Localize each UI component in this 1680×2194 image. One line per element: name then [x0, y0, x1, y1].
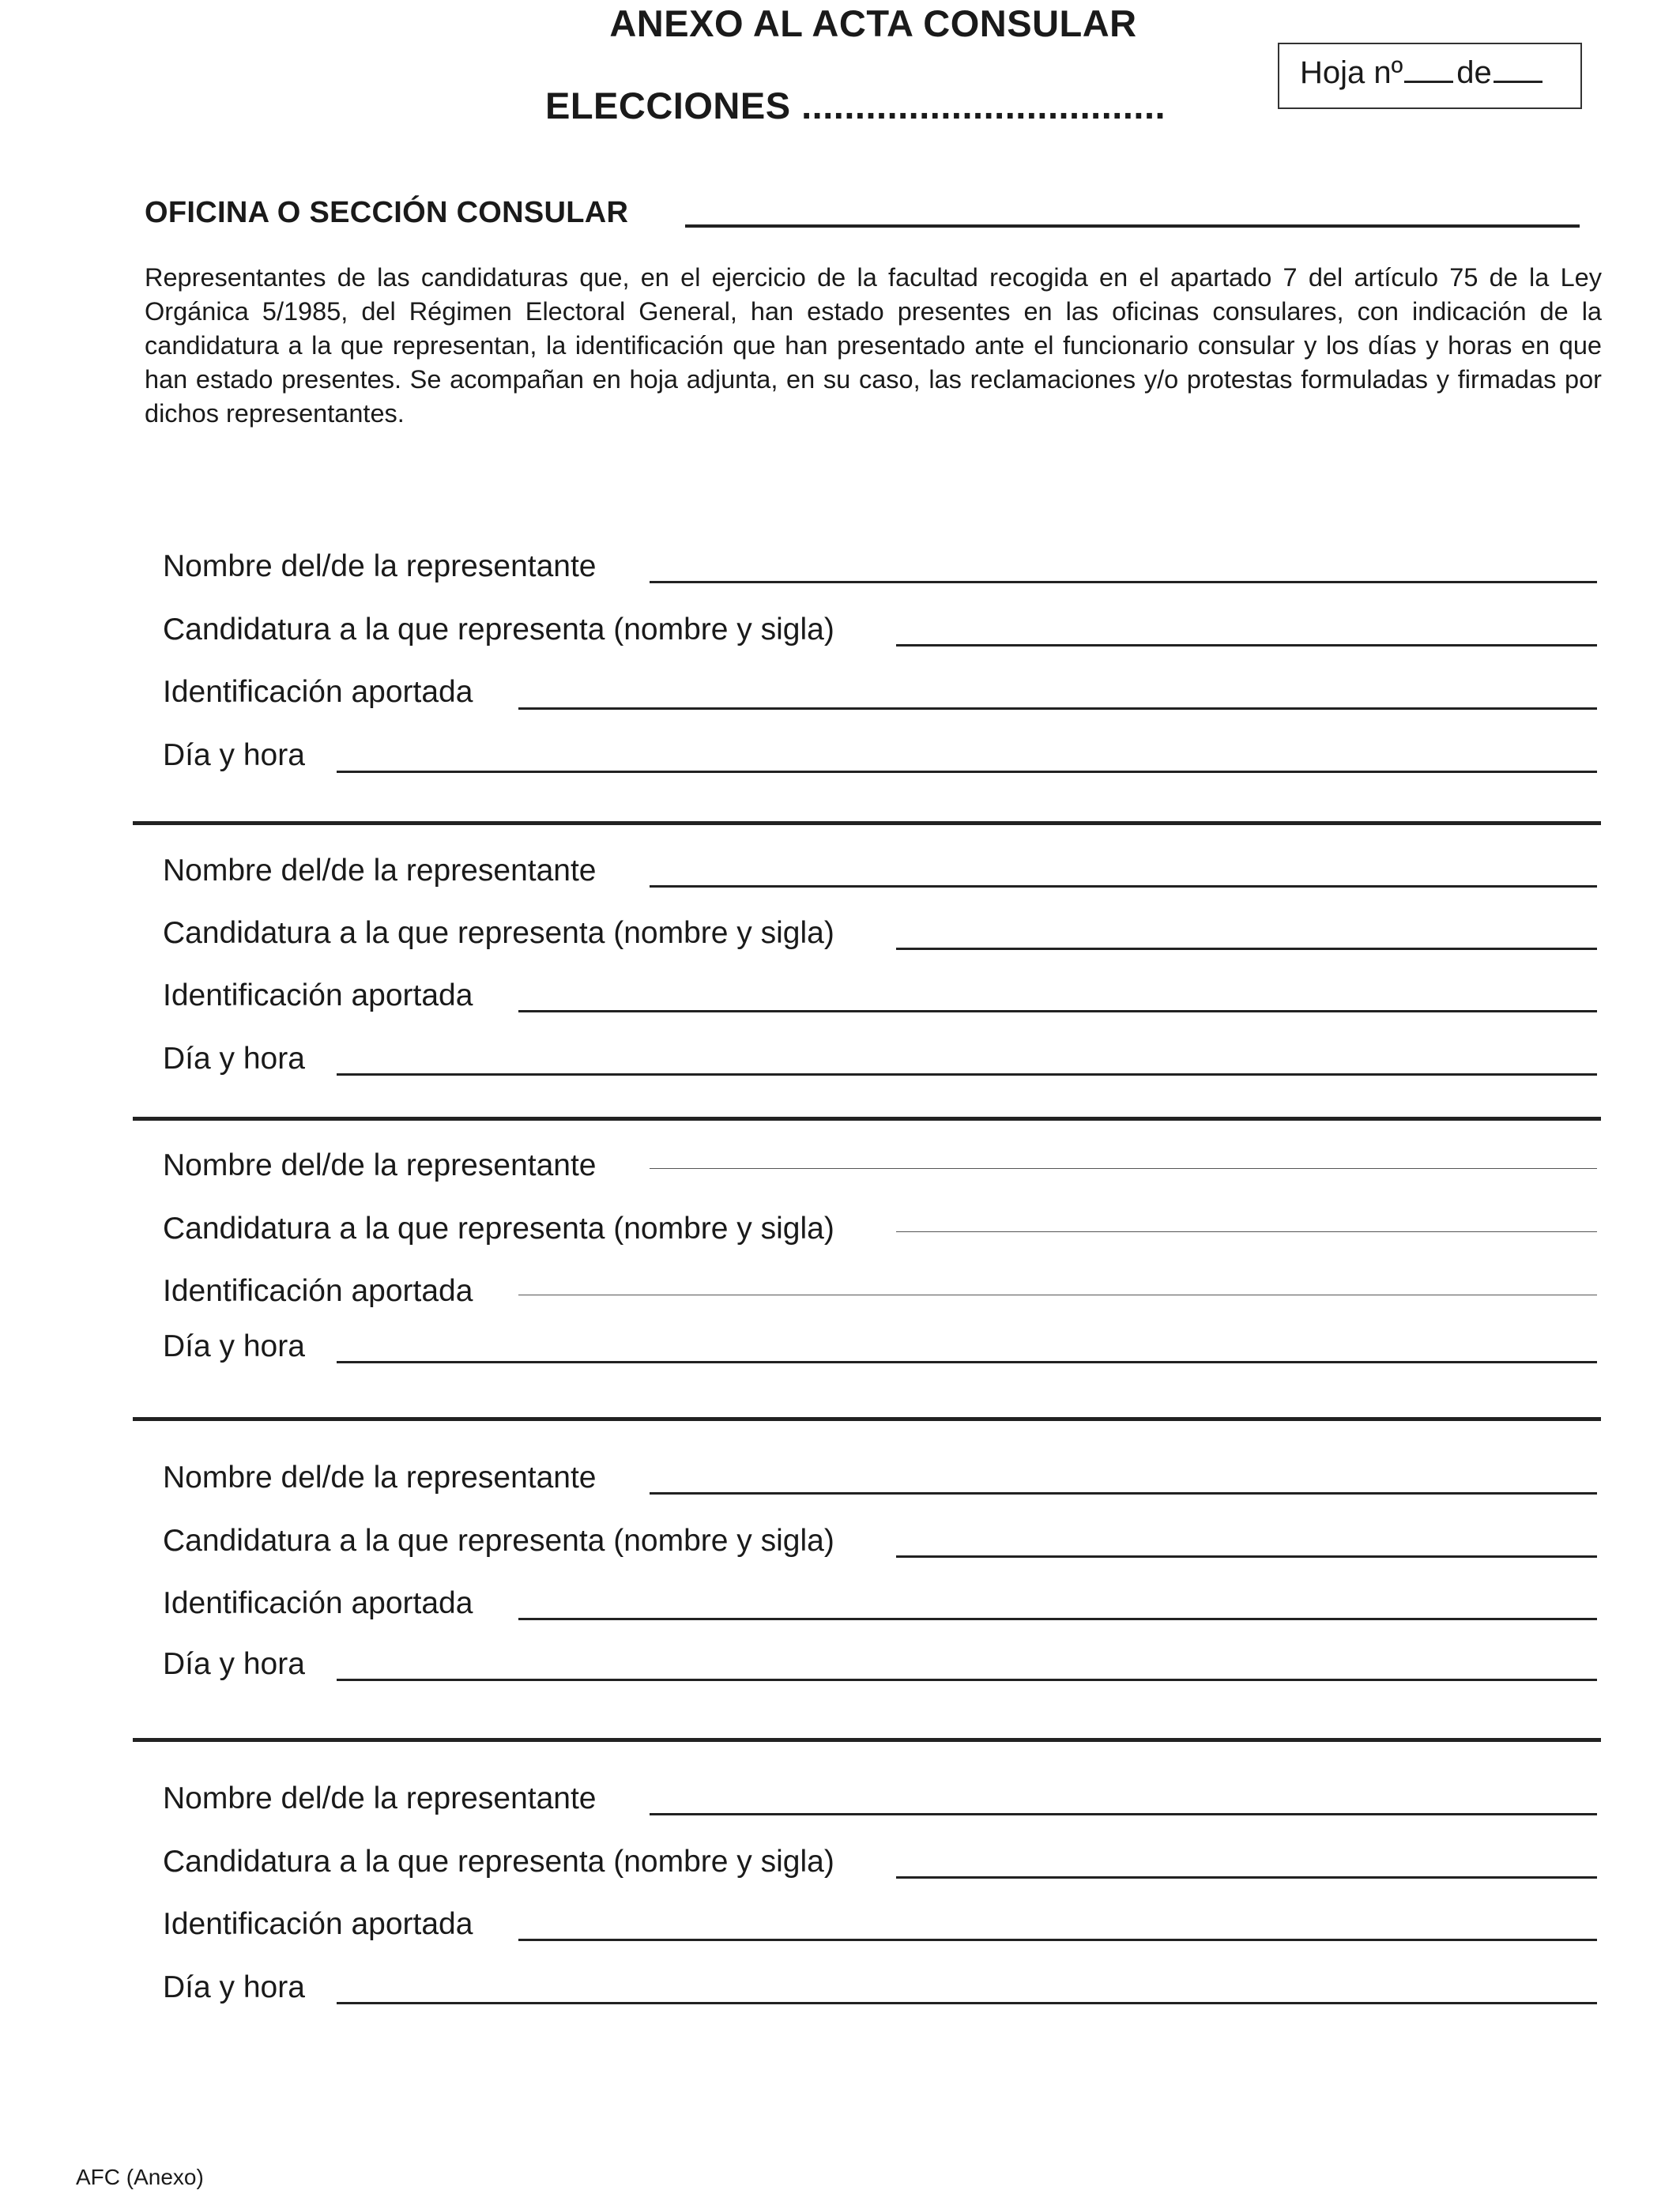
- oficina-field-line[interactable]: [685, 224, 1580, 228]
- identificacion-field-line[interactable]: [518, 707, 1597, 710]
- candidatura-label: Candidatura a la que representa (nombre y sigla): [163, 916, 834, 950]
- nombre-field-line[interactable]: [650, 885, 1597, 888]
- nombre-field-line[interactable]: [650, 1813, 1597, 1815]
- candidatura-label: Candidatura a la que representa (nombre y sigla): [163, 1212, 834, 1246]
- identificacion-label: Identificación aportada: [163, 1907, 473, 1941]
- identificacion-label: Identificación aportada: [163, 675, 473, 709]
- nombre-label: Nombre del/de la representante: [163, 1781, 597, 1815]
- identificacion-field-line[interactable]: [518, 1010, 1597, 1012]
- sheet-number-box: [1278, 43, 1582, 109]
- nombre-label: Nombre del/de la representante: [163, 1148, 597, 1182]
- intro-paragraph: Representantes de las candidaturas que, en el ejercicio de la facultad recogida en el apartado 7 del artículo 75 de la Ley Orgánica 5/1985, del Régimen Electoral General, han estado presentes en las oficinas consulares, con indicación de la candidatura a la que representan, la identificación que han presentado ante el funcionario consular y los días y horas en que han estado presentes. Se acompañan en hoja adjunta, en su caso, las reclamaciones y/o protestas formuladas y firmadas por dichos representantes.: [145, 263, 1602, 428]
- hoja-number-blank[interactable]: [1404, 58, 1453, 83]
- block-separator: [133, 821, 1601, 825]
- dia-hora-field-line[interactable]: [337, 1679, 1597, 1681]
- oficina-label: OFICINA O SECCIÓN CONSULAR: [145, 196, 629, 229]
- de-label: de: [1456, 55, 1492, 90]
- candidatura-label: Candidatura a la que representa (nombre y sigla): [163, 613, 834, 647]
- identificacion-field-line[interactable]: [518, 1618, 1597, 1620]
- block-separator: [133, 1417, 1601, 1421]
- dia-hora-field-line[interactable]: [337, 771, 1597, 773]
- dia-hora-field-line[interactable]: [337, 2002, 1597, 2004]
- dia-hora-label: Día y hora: [163, 738, 305, 772]
- dia-hora-label: Día y hora: [163, 1329, 305, 1363]
- nombre-label: Nombre del/de la representante: [163, 549, 597, 583]
- candidatura-label: Candidatura a la que representa (nombre y sigla): [163, 1845, 834, 1879]
- nombre-field-line[interactable]: [650, 1168, 1597, 1169]
- identificacion-label: Identificación aportada: [163, 978, 473, 1012]
- form-code: AFC (Anexo): [76, 2165, 204, 2189]
- hoja-label: Hoja nº: [1300, 55, 1403, 90]
- candidatura-field-line[interactable]: [896, 1231, 1597, 1232]
- candidatura-field-line[interactable]: [896, 1555, 1597, 1558]
- nombre-label: Nombre del/de la representante: [163, 1461, 597, 1495]
- dia-hora-label: Día y hora: [163, 1970, 305, 2004]
- elecciones-heading: ELECCIONES ..................................: [545, 85, 1166, 126]
- block-separator: [133, 1117, 1601, 1121]
- dia-hora-field-line[interactable]: [337, 1361, 1597, 1363]
- dia-hora-label: Día y hora: [163, 1647, 305, 1681]
- nombre-field-line[interactable]: [650, 581, 1597, 583]
- identificacion-label: Identificación aportada: [163, 1274, 473, 1308]
- candidatura-label: Candidatura a la que representa (nombre y sigla): [163, 1524, 834, 1558]
- candidatura-field-line[interactable]: [896, 644, 1597, 647]
- identificacion-field-line[interactable]: [518, 1939, 1597, 1941]
- hoja-total-blank[interactable]: [1494, 58, 1543, 83]
- identificacion-label: Identificación aportada: [163, 1586, 473, 1620]
- document-title: ANEXO AL ACTA CONSULAR: [609, 2, 1137, 44]
- candidatura-field-line[interactable]: [896, 948, 1597, 950]
- candidatura-field-line[interactable]: [896, 1876, 1597, 1879]
- dia-hora-field-line[interactable]: [337, 1073, 1597, 1076]
- block-separator: [133, 1738, 1601, 1742]
- nombre-field-line[interactable]: [650, 1492, 1597, 1495]
- nombre-label: Nombre del/de la representante: [163, 854, 597, 888]
- dia-hora-label: Día y hora: [163, 1042, 305, 1076]
